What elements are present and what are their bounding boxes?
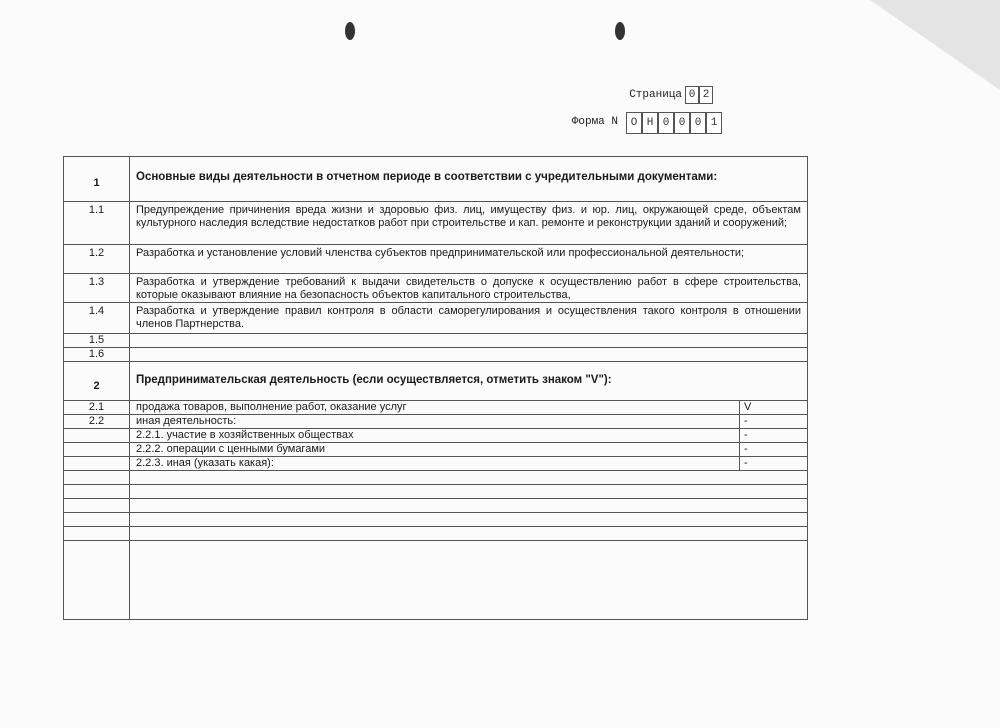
row-mark: - [739, 415, 807, 428]
section-number: 2 [64, 362, 130, 400]
row-number [64, 429, 130, 442]
row-number [64, 541, 130, 619]
table-row [64, 348, 807, 362]
section-1-header [64, 157, 807, 202]
row-number [64, 527, 130, 540]
row-text: Разработка и утверждение правил контроля в области саморегулирования и осуществления такого контроля в отношении членов Партнерства. [136, 305, 801, 330]
section-title: Основные виды деятельности в отчетном периоде в соответствии с учредительными документами: [136, 171, 718, 183]
table-row [64, 443, 807, 457]
folded-corner [870, 0, 1000, 90]
page-digit: 0 [685, 86, 699, 104]
form-number-boxes [626, 112, 722, 134]
page-digit: 2 [699, 86, 713, 104]
row-number [64, 457, 130, 470]
row-text [130, 348, 807, 361]
table-row [64, 303, 807, 334]
row-number: 1.5 [64, 334, 130, 347]
form-digit: 0 [690, 112, 706, 134]
section-number: 1 [64, 157, 130, 201]
table-row [64, 415, 807, 429]
form-digit: 1 [706, 112, 722, 134]
table-row [64, 202, 807, 245]
blank-row [64, 471, 807, 485]
row-text [130, 541, 807, 619]
row-text [130, 527, 807, 540]
table-row [64, 401, 807, 415]
row-number: 1.3 [64, 274, 130, 302]
row-text: 2.2.2. операции с ценными бумагами [136, 443, 326, 455]
row-number [64, 471, 130, 484]
row-text: 2.2.1. участие в хозяйственных обществах [136, 429, 354, 441]
row-text: Разработка и установление условий членства субъектов предпринимательской или профессиональной деятельности; [136, 247, 745, 259]
page-number-boxes [685, 86, 713, 104]
row-text [130, 334, 807, 347]
blank-row [64, 499, 807, 513]
row-mark: - [739, 429, 807, 442]
row-text: иная деятельность: [136, 415, 237, 427]
row-text: Разработка и утверждение требований к выдачи свидетельств о допуске к осуществлению работ в сфере строительства, которые оказывают влияние на безопасность объектов капитального строительства, [136, 276, 801, 301]
section-title: Предпринимательская деятельность (если осуществляется, отметить знаком "V"): [136, 374, 612, 386]
table-row [64, 274, 807, 303]
punch-hole-right [615, 22, 625, 40]
table-row [64, 334, 807, 348]
row-text [130, 485, 807, 498]
row-number [64, 513, 130, 526]
blank-row [64, 541, 807, 619]
row-text [130, 471, 807, 484]
form-digit: О [626, 112, 642, 134]
row-number: 1.4 [64, 303, 130, 333]
table-row [64, 429, 807, 443]
table-row [64, 457, 807, 471]
row-number [64, 485, 130, 498]
row-number: 1.6 [64, 348, 130, 361]
section-2-header [64, 362, 807, 401]
row-mark: - [739, 457, 807, 470]
row-text: Предупреждение причинения вреда жизни и здоровью физ. лиц, имуществу физ. и юр. лиц, окружающей среде, объектам культурного наследия вследствие недостатков работ при строительстве и кап. ремонте и реконструкции зданий и сооружений; [136, 204, 801, 229]
row-mark: - [739, 443, 807, 456]
row-text [130, 499, 807, 512]
row-text: 2.2.3. иная (указать какая): [136, 457, 274, 469]
blank-row [64, 513, 807, 527]
activity-table [63, 156, 808, 620]
row-number: 1.2 [64, 245, 130, 273]
blank-row [64, 527, 807, 541]
row-text: продажа товаров, выполнение работ, оказание услуг [136, 401, 407, 413]
row-number: 2.2 [64, 415, 130, 428]
blank-row [64, 485, 807, 499]
row-number: 2.1 [64, 401, 130, 414]
form-digit: 0 [674, 112, 690, 134]
row-number [64, 443, 130, 456]
row-mark: V [739, 401, 807, 414]
row-text [130, 513, 807, 526]
table-row [64, 245, 807, 274]
form-digit: Н [642, 112, 658, 134]
row-number: 1.1 [64, 202, 130, 244]
form-digit: 0 [658, 112, 674, 134]
punch-hole-left [345, 22, 355, 40]
form-label: Форма N [571, 116, 618, 128]
page-label: Страница [629, 89, 682, 101]
row-number [64, 499, 130, 512]
